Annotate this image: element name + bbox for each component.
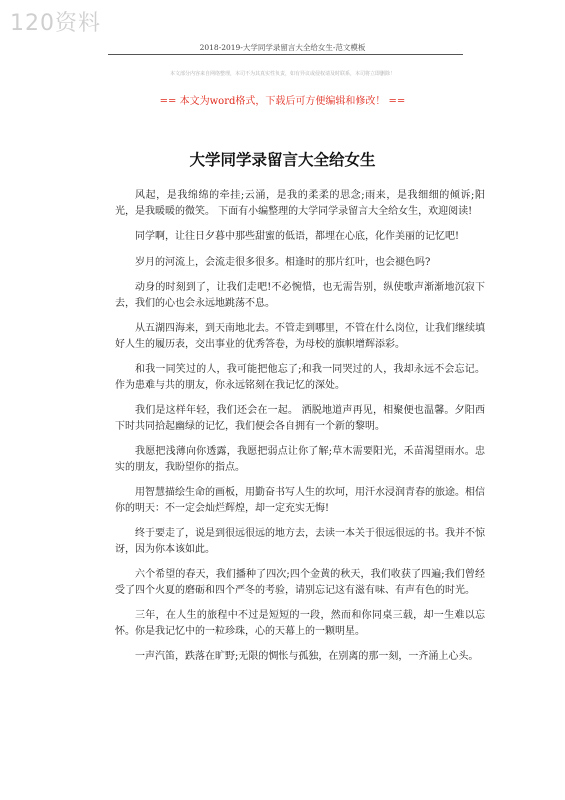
paragraph: 和我一同笑过的人，我可能把他忘了;和我一同哭过的人，我却永远不会忘记。作为患难与共的朋友，你永远铭刻在我记忆的深处。 [115, 364, 485, 391]
paragraph: 我们是这样年轻，我们还会在一起。 洒脱地道声再见，相聚便也温馨。夕阳西下时共同拾起幽绿的记忆，我们便会各自拥有一个新的黎明。 [115, 405, 485, 432]
watermark-logo: 120资料 [10, 11, 101, 36]
paragraph: 六个希望的春天，我们播种了四次;四个金黄的秋天，我们收获了四遍;我们曾经受了四个火夏的磨砺和四个严冬的考验，请别忘记这有滋有味、有声有色的时光。 [115, 569, 485, 596]
disclaimer-text: 本文部分内容来自网络整理，本司不为其真实性负责，如有异议或侵权请及时联系，本司将立即删除！ [169, 71, 395, 77]
paragraph: 同学啊，让往日夕暮中那些甜蜜的低语，都埋在心底，化作美丽的记忆吧! [135, 231, 460, 242]
format-notice: == 本文为word格式，下载后可方便编辑和修改！ == [159, 96, 406, 107]
paragraph: 动身的时刻到了，让我们走吧!不必惋惜，也无需告别，纵使歌声渐渐地沉寂下去，我们的心也会永远地跳荡不息。 [115, 282, 485, 309]
paragraph: 用智慧描绘生命的画板，用勤奋书写人生的坎坷，用汗水浸润青春的旅途。相信你的明天：不一定会灿烂辉煌，却一定充实无悔! [115, 487, 485, 514]
page-header: 2018-2019-大学同学录留言大全给女生-范文模板 [199, 43, 366, 52]
header-divider [108, 54, 463, 55]
paragraph: 风起，是我绵绵的牵挂;云涌，是我的柔柔的思念;雨来，是我细细的倾诉;阳光，是我暖暖的微笑。 下面有小编整理的大学同学录留言大全给女生，欢迎阅读! [115, 190, 485, 217]
document-body [115, 188, 485, 675]
document-title: 大学同学录留言大全给女生 [189, 150, 376, 169]
paragraph: 一声汽笛，跌落在旷野;无限的惆怅与孤独，在别离的那一刻，一齐涌上心头。 [135, 651, 479, 662]
paragraph: 岁月的河流上，会流走很多很多。相逢时的那片红叶，也会褪色吗? [135, 256, 431, 268]
paragraph: 我愿把浅薄向你透露，我愿把弱点让你了解;草木需要阳光，禾苗渴望雨水。忠实的朋友，我盼望你的指点。 [115, 446, 485, 473]
paragraph: 从五湖四海来，到天南地北去。不管走到哪里，不管在什么岗位，让我们继续填好人生的履历表，交出事业的优秀答卷，为母校的旗帜增辉添彩。 [115, 323, 485, 350]
paragraph: 三年，在人生的旅程中不过是短短的一段，然而和你同桌三载，却一生难以忘怀。你是我记忆中的一粒珍珠，心的天幕上的一颗明星。 [115, 610, 485, 637]
paragraph: 终于要走了，说是到很远很远的地方去，去读一本关于很远很远的书。我并不惊讶，因为你本该如此。 [115, 528, 485, 555]
